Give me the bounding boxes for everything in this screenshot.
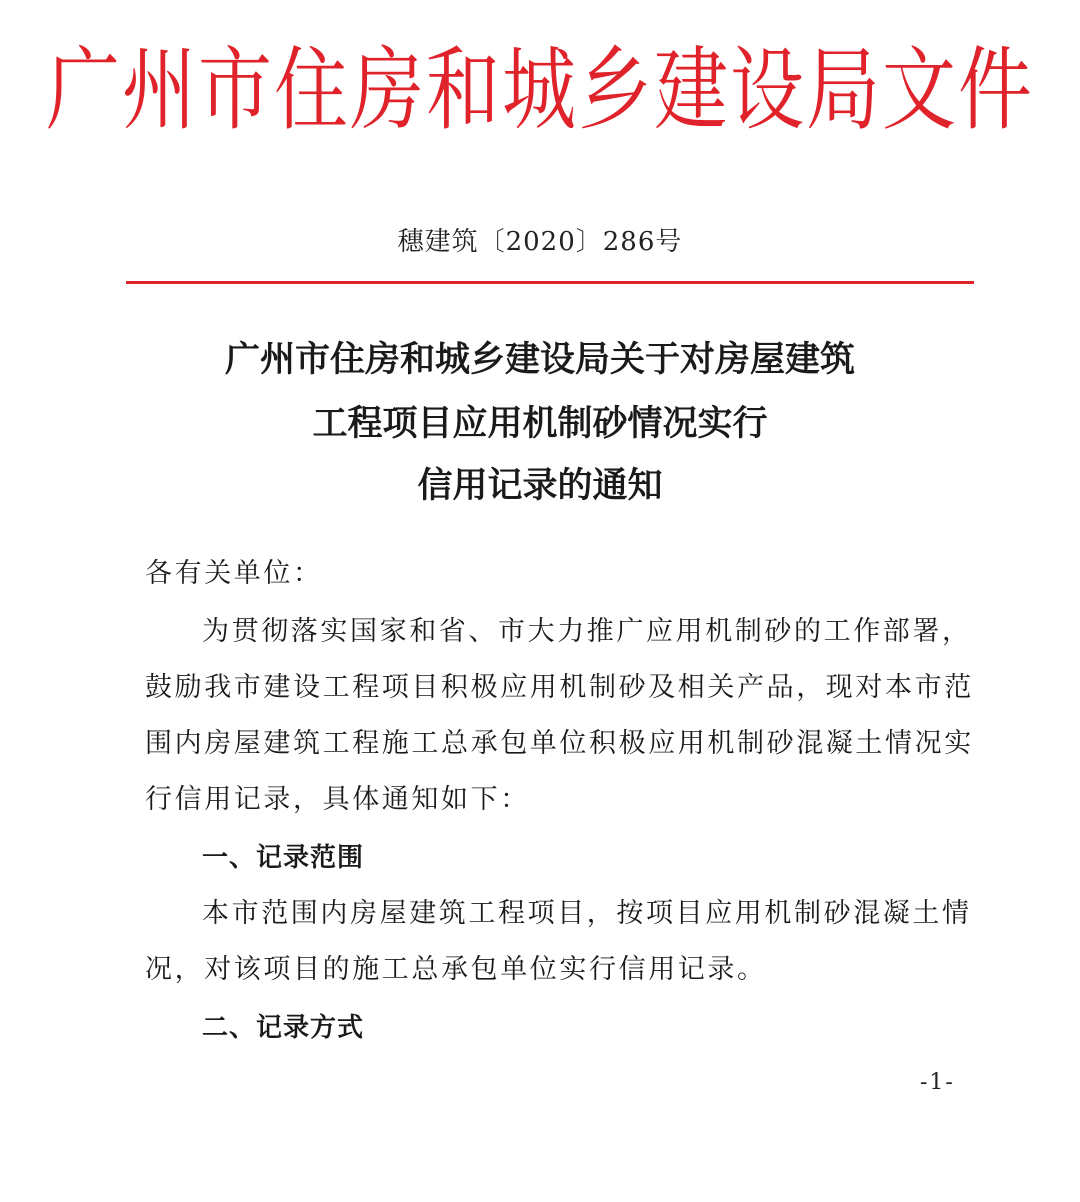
notice-title-line-3: 信用记录的通知 [417,466,663,506]
section-1-heading: 一、记录范围 [202,843,365,873]
section-2-heading: 二、记录方式 [202,1013,365,1043]
paragraph-1-line-4: 行信用记录，具体通知如下： [145,784,530,815]
notice-title-line-2: 工程项目应用机制砂情况实行 [312,404,768,444]
salutation: 各有关单位： [145,558,323,589]
red-divider-line [126,281,974,284]
paragraph-1-line-3: 围内房屋建筑工程施工总承包单位积极应用机制砂混凝土情况实 [145,728,974,759]
page-number: -1- [920,1070,955,1095]
section-1-line-1: 本市范围内房屋建筑工程项目，按项目应用机制砂混凝土情 [202,898,972,929]
paragraph-1-line-2: 鼓励我市建设工程项目积极应用机制砂及相关产品，现对本市范 [145,672,974,703]
section-1-line-2: 况，对该项目的施工总承包单位实行信用记录。 [145,954,767,985]
paragraph-1-line-1: 为贯彻落实国家和省、市大力推广应用机制砂的工作部署， [202,616,972,647]
document-number: 穗建筑〔2020〕286号 [397,227,683,257]
notice-title-line-1: 广州市住房和城乡建设局关于对房屋建筑 [224,340,855,380]
masthead-title: 广州市住房和城乡建设局文件 [46,37,1034,143]
